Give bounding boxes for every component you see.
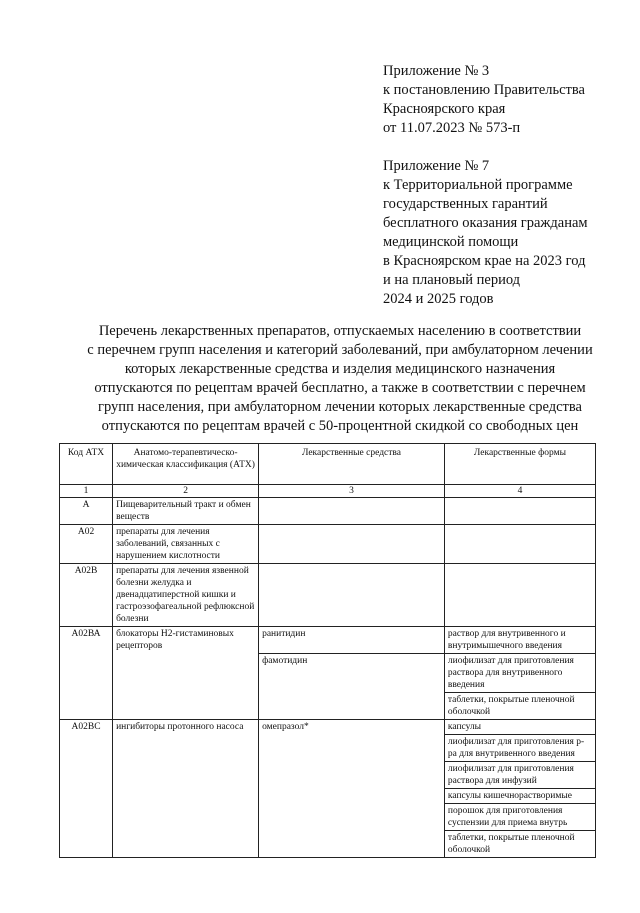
drug-form: таблетки, покрытые пленочной оболочкой bbox=[444, 693, 595, 720]
title-line: отпускаются по рецептам врачей бесплатно, а также в соответствии с перечнем bbox=[94, 380, 586, 396]
drug-form: лиофилизат для приготовления раствора для внутривенного введения bbox=[444, 654, 595, 693]
appendix-7-line: и на плановый период bbox=[383, 272, 521, 288]
drug-name: ранитидин bbox=[259, 627, 445, 654]
drug-form: лиофилизат для приготовления р-ра для внутривенного введения bbox=[444, 735, 595, 762]
drug-form: капсулы кишечнорастворимые bbox=[444, 789, 595, 804]
header-atc: Анатомо-терапевтическо-химическая классификация (АТХ) bbox=[113, 444, 259, 485]
table-row bbox=[60, 564, 596, 627]
column-number: 1 bbox=[60, 485, 113, 498]
atc-code: А bbox=[60, 498, 113, 525]
appendix-3-line: Красноярского края bbox=[383, 101, 506, 117]
appendix-3-title: Приложение № 3 bbox=[383, 63, 490, 79]
document-title bbox=[40, 322, 640, 436]
atc-name: препараты для лечения язвенной болезни желудка и двенадцатиперстной кишки и гастроэзофагеальной рефлюксной болезни bbox=[113, 564, 259, 627]
atc-name: Пищеварительный тракт и обмен веществ bbox=[113, 498, 259, 525]
drug-name: фамотидин bbox=[259, 654, 445, 720]
column-number: 4 bbox=[444, 485, 595, 498]
drug-form: порошок для приготовления суспензии для приема внутрь bbox=[444, 804, 595, 831]
appendix-3-line: к постановлению Правительства bbox=[383, 82, 585, 98]
drug-cell bbox=[259, 564, 445, 627]
appendix-7-line: бесплатного оказания гражданам bbox=[383, 215, 588, 231]
appendix-7-line: 2024 и 2025 годов bbox=[383, 291, 494, 307]
drug-cell bbox=[259, 525, 445, 564]
atc-code: А02В bbox=[60, 564, 113, 627]
appendix-7-line: в Красноярском крае на 2023 год bbox=[383, 253, 586, 269]
form-cell bbox=[444, 564, 595, 627]
title-line: которых лекарственные средства и изделия медицинского назначения bbox=[124, 361, 556, 377]
appendix-7-line: к Территориальной программе bbox=[383, 177, 573, 193]
title-line: отпускаются по рецептам врачей с 50-процентной скидкой со свободных цен bbox=[101, 418, 579, 434]
form-cell bbox=[444, 498, 595, 525]
title-line: с перечнем групп населения и категорий заболеваний, при амбулаторном лечении bbox=[87, 342, 593, 358]
header-row bbox=[60, 444, 596, 485]
table-row bbox=[60, 525, 596, 564]
atc-name: препараты для лечения заболеваний, связанных с нарушением кислотности bbox=[113, 525, 259, 564]
table-row bbox=[60, 720, 596, 735]
atc-code: А02ВС bbox=[60, 720, 113, 858]
drug-form: таблетки, покрытые пленочной оболочкой bbox=[444, 831, 595, 858]
atc-name: блокаторы Н2-гистаминовых рецепторов bbox=[113, 627, 259, 720]
header-drug: Лекарственные средства bbox=[259, 444, 445, 485]
drug-name: омепразол* bbox=[259, 720, 445, 858]
appendix-7-line: медицинской помощи bbox=[383, 234, 519, 250]
drug-form: капсулы bbox=[444, 720, 595, 735]
title-line: Перечень лекарственных препаратов, отпускаемых населению в соответствии bbox=[98, 323, 582, 339]
title-line: групп населения, при амбулаторном лечении которых лекарственные средства bbox=[98, 399, 582, 415]
form-cell bbox=[444, 525, 595, 564]
drug-table bbox=[59, 443, 596, 858]
drug-form: раствор для внутривенного и внутримышечного введения bbox=[444, 627, 595, 654]
atc-code: А02ВА bbox=[60, 627, 113, 720]
drug-cell bbox=[259, 498, 445, 525]
atc-code: А02 bbox=[60, 525, 113, 564]
header-code: Код АТХ bbox=[60, 444, 113, 485]
appendix-block bbox=[383, 62, 633, 309]
column-number-row bbox=[60, 485, 596, 498]
table-row bbox=[60, 627, 596, 654]
column-number: 3 bbox=[259, 485, 445, 498]
spacer bbox=[383, 138, 633, 157]
appendix-7-title: Приложение № 7 bbox=[383, 158, 490, 174]
appendix-3-line: от 11.07.2023 № 573-п bbox=[383, 120, 521, 136]
drug-form: лиофилизат для приготовления раствора для инфузий bbox=[444, 762, 595, 789]
atc-name: ингибиторы протонного насоса bbox=[113, 720, 259, 858]
column-number: 2 bbox=[113, 485, 259, 498]
table-row bbox=[60, 498, 596, 525]
header-form: Лекарственные формы bbox=[444, 444, 595, 485]
appendix-7-line: государственных гарантий bbox=[383, 196, 548, 212]
